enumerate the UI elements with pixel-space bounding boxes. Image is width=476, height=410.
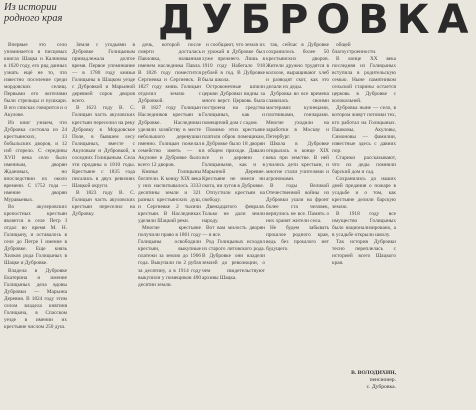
article-paragraph: и сообщают, что земля их и урожай в Дубровке был хуже прежнего. Лишь в 1910 году Набегало 918 рублей в год. В Дубровке была школа. (202, 42, 265, 84)
article-paragraph: В 1827 году Голицын Наследников крестьян в Дубровке. Наследники уделяли хозяйству в месте небольшого деревушки именно. Голицын пожелал семейство иметь — в Акулове и Дубровке было всего 12 дворов. (138, 105, 201, 168)
article-paragraph: Дубровка во все времена славилась своими мастерами: кузнецами, плотниками, гончарами. Многие уходили на заработки в Москву и Петербург. (266, 91, 329, 140)
article-paragraph: В 1823 году В. С. Голицын часть акуловских крестьян переселил на Дубровку. (72, 189, 135, 218)
author-signature (332, 370, 396, 391)
rubric: Из истории родного края (4, 2, 63, 24)
author-name: В. ВОЛОДИХИН, (351, 370, 396, 376)
article-paragraph: Впервые это село упоминается в писцовых книгах Шацка и Калинова в 1620 году, его ряд данных узнать ещё не то, что известно поселение среди мордовских селищ. Первыми его жителями были стрельцы и пушкари. В его списках говорится и о Акулове. (4, 42, 67, 119)
author-role: пенсионер. (369, 377, 396, 383)
article-paragraph: В 1623 году В. С. Голицын часть акуловских крестьян переселил на реку Дубровку в Мордовское Поле, в бывшем лесу Голицыных, вместе с Акуловым и Дубровкой, в соседних Голицыным. Села эти проданы в 1810 годы. Крестьяне с 1835 года писались в двух ревизиях Шацкой округи. (72, 105, 135, 189)
article-paragraph: Вот вам милость дворян — и все. (202, 225, 265, 239)
article-paragraph: Так история Дубровки тесно переплелась с историей всего Шацкого края. (332, 239, 396, 267)
article-paragraph: Помимо этих крестьяне платили оброк помещикам, в Дубровке было 18 дворян в общем приходе. Давали все и деревни с Голицыными, как и в Марьиной Деревне. Крестьяне не имели ни скота, ни лугов в Дубровке. (202, 126, 265, 189)
article-paragraph: Во акулеровских крепостных крестьян является в селе Петр I отдал во время М. Н. Голицыну, и оставалось в селе до Петре I имение в Дубровке. Еще князь Хилков рода Голицыных в Шацке и Дубровке. (4, 204, 67, 267)
article-paragraph: Дубровка ныне — село, в котором живут потомки тех, кто работал на Голицыных. Пашковы, Акуловы, Симоновы — фамилии, известные здесь с давних пор. (332, 105, 396, 154)
article-paragraph: Князья Голицыны богатели. К концу XIX века у них насчитывалось 3333 десятины земли и 321 разных крестьянских душ, и Сергиевке 2 тысячи крестьян. В Наследниках уделяли Шацкий реки. (138, 168, 201, 225)
article-paragraph: дочь, которой после смерти досталась Павловка, названная именем наследника Павла. В 1826 году поместится Сергиевка и Сергиевск. В 1827 году князь Голицын отделил землю с Дубровкой. (138, 42, 201, 105)
article-column-3 (138, 42, 201, 402)
article-paragraph: Из книг узнаем, что Дубровка состояла из 24 крестьянских, 13 бобыльских дворов, и 12 изб сгорело. С середины XVII века село было именным, дворян Ждановых, но впоследствии их около времени. С 1752 года — имение дворян Муравьевых. (4, 119, 67, 204)
article-paragraph: Земля с угодьями в Дубровке Голицыным принадлежала долгое время. Первое упоминание — в 1780 году князья Голицыны в Шацком уезде с Дубровкой и Марьиной деревней сорок дворов всего. (72, 42, 135, 105)
article-column-1 (4, 42, 67, 402)
article-paragraph: В конце XX века последняя из Голицыных вступила в родительскую семью. Ныне памятником сельской старины остается церковь в Дубровке с колокольней. (332, 56, 396, 105)
article-paragraph: В годы Великой Отечественной войны из Дубровки ушли на фронт более ста человек, вернулись не все. Память о них хранят жители села. (266, 182, 329, 225)
article-paragraph: Отпустили крестьян на свободу. (202, 189, 265, 204)
author-place: с. Дубровка. (366, 384, 396, 390)
article-paragraph: Старики рассказывают, что их деды помнили барский дом и сад. (332, 154, 396, 175)
article-paragraph: Владела в Дубровке Екатерина и имение Голицыных дела вдовы Дубровки — Марьина Деревня. В 1824 году этим селом владела княгиня Голицына, в Спасском уезде в имении их крестьяне числом 250 душ. (4, 267, 67, 330)
article-paragraph: Двенадцатого февраля. Только не дали земли народу. (202, 204, 265, 225)
article-column-5 (266, 42, 329, 402)
article-paragraph: В 1918 году все имущество Голицыных было национализировано, а в усадьбе открыли школу. (332, 211, 396, 239)
article-column-6 (332, 42, 396, 367)
article-paragraph: Не будем забывать прошлое родного края, ведь без прошлого нет будущего. (266, 225, 329, 253)
article-paragraph: Школа в Дубровке открылась в конце XIX века при земстве. В ней учились дети крестьян, и многие стали учителями и агрономами. (266, 140, 329, 182)
article-paragraph: Род Голицыных исходил из старого литовского рода. В Дубровке они владели землей до революции, о чем свидетельствуют архивы Шацка. (202, 239, 265, 281)
article-paragraph: общей благоустроенности. (332, 42, 377, 56)
article-paragraph: Сохранились до наших дней предания о пожаре в усадьбе и о том, как крестьяне делили барскую землю. (332, 175, 396, 211)
article-column-4 (202, 42, 265, 402)
article-paragraph: Остроконечные шпили церкви Дубровки видны за много верст. Церковь была построена на средства Голицыных, как и помещичий дом с садом. (202, 84, 265, 126)
article-paragraph: Многие крестьяне получили право в 1861 году Голицыны освободили крестьян, выкупные платежи за землю до 1906 года. Выкупали по 2 рубля за десятину, а в 1914 году выкупили у помещиков 400 десятин земли. (138, 225, 201, 288)
article-column-2 (72, 42, 135, 402)
article-paragraph: так, сейчас в Дубровке сохранилось более 50 крестьянских дворов. Жители дружно трудятся в колхозе, выращивают хлеб и разводят скот, как это делали их деды. (266, 42, 329, 91)
headline: ДУБРОВКА (158, 0, 476, 43)
